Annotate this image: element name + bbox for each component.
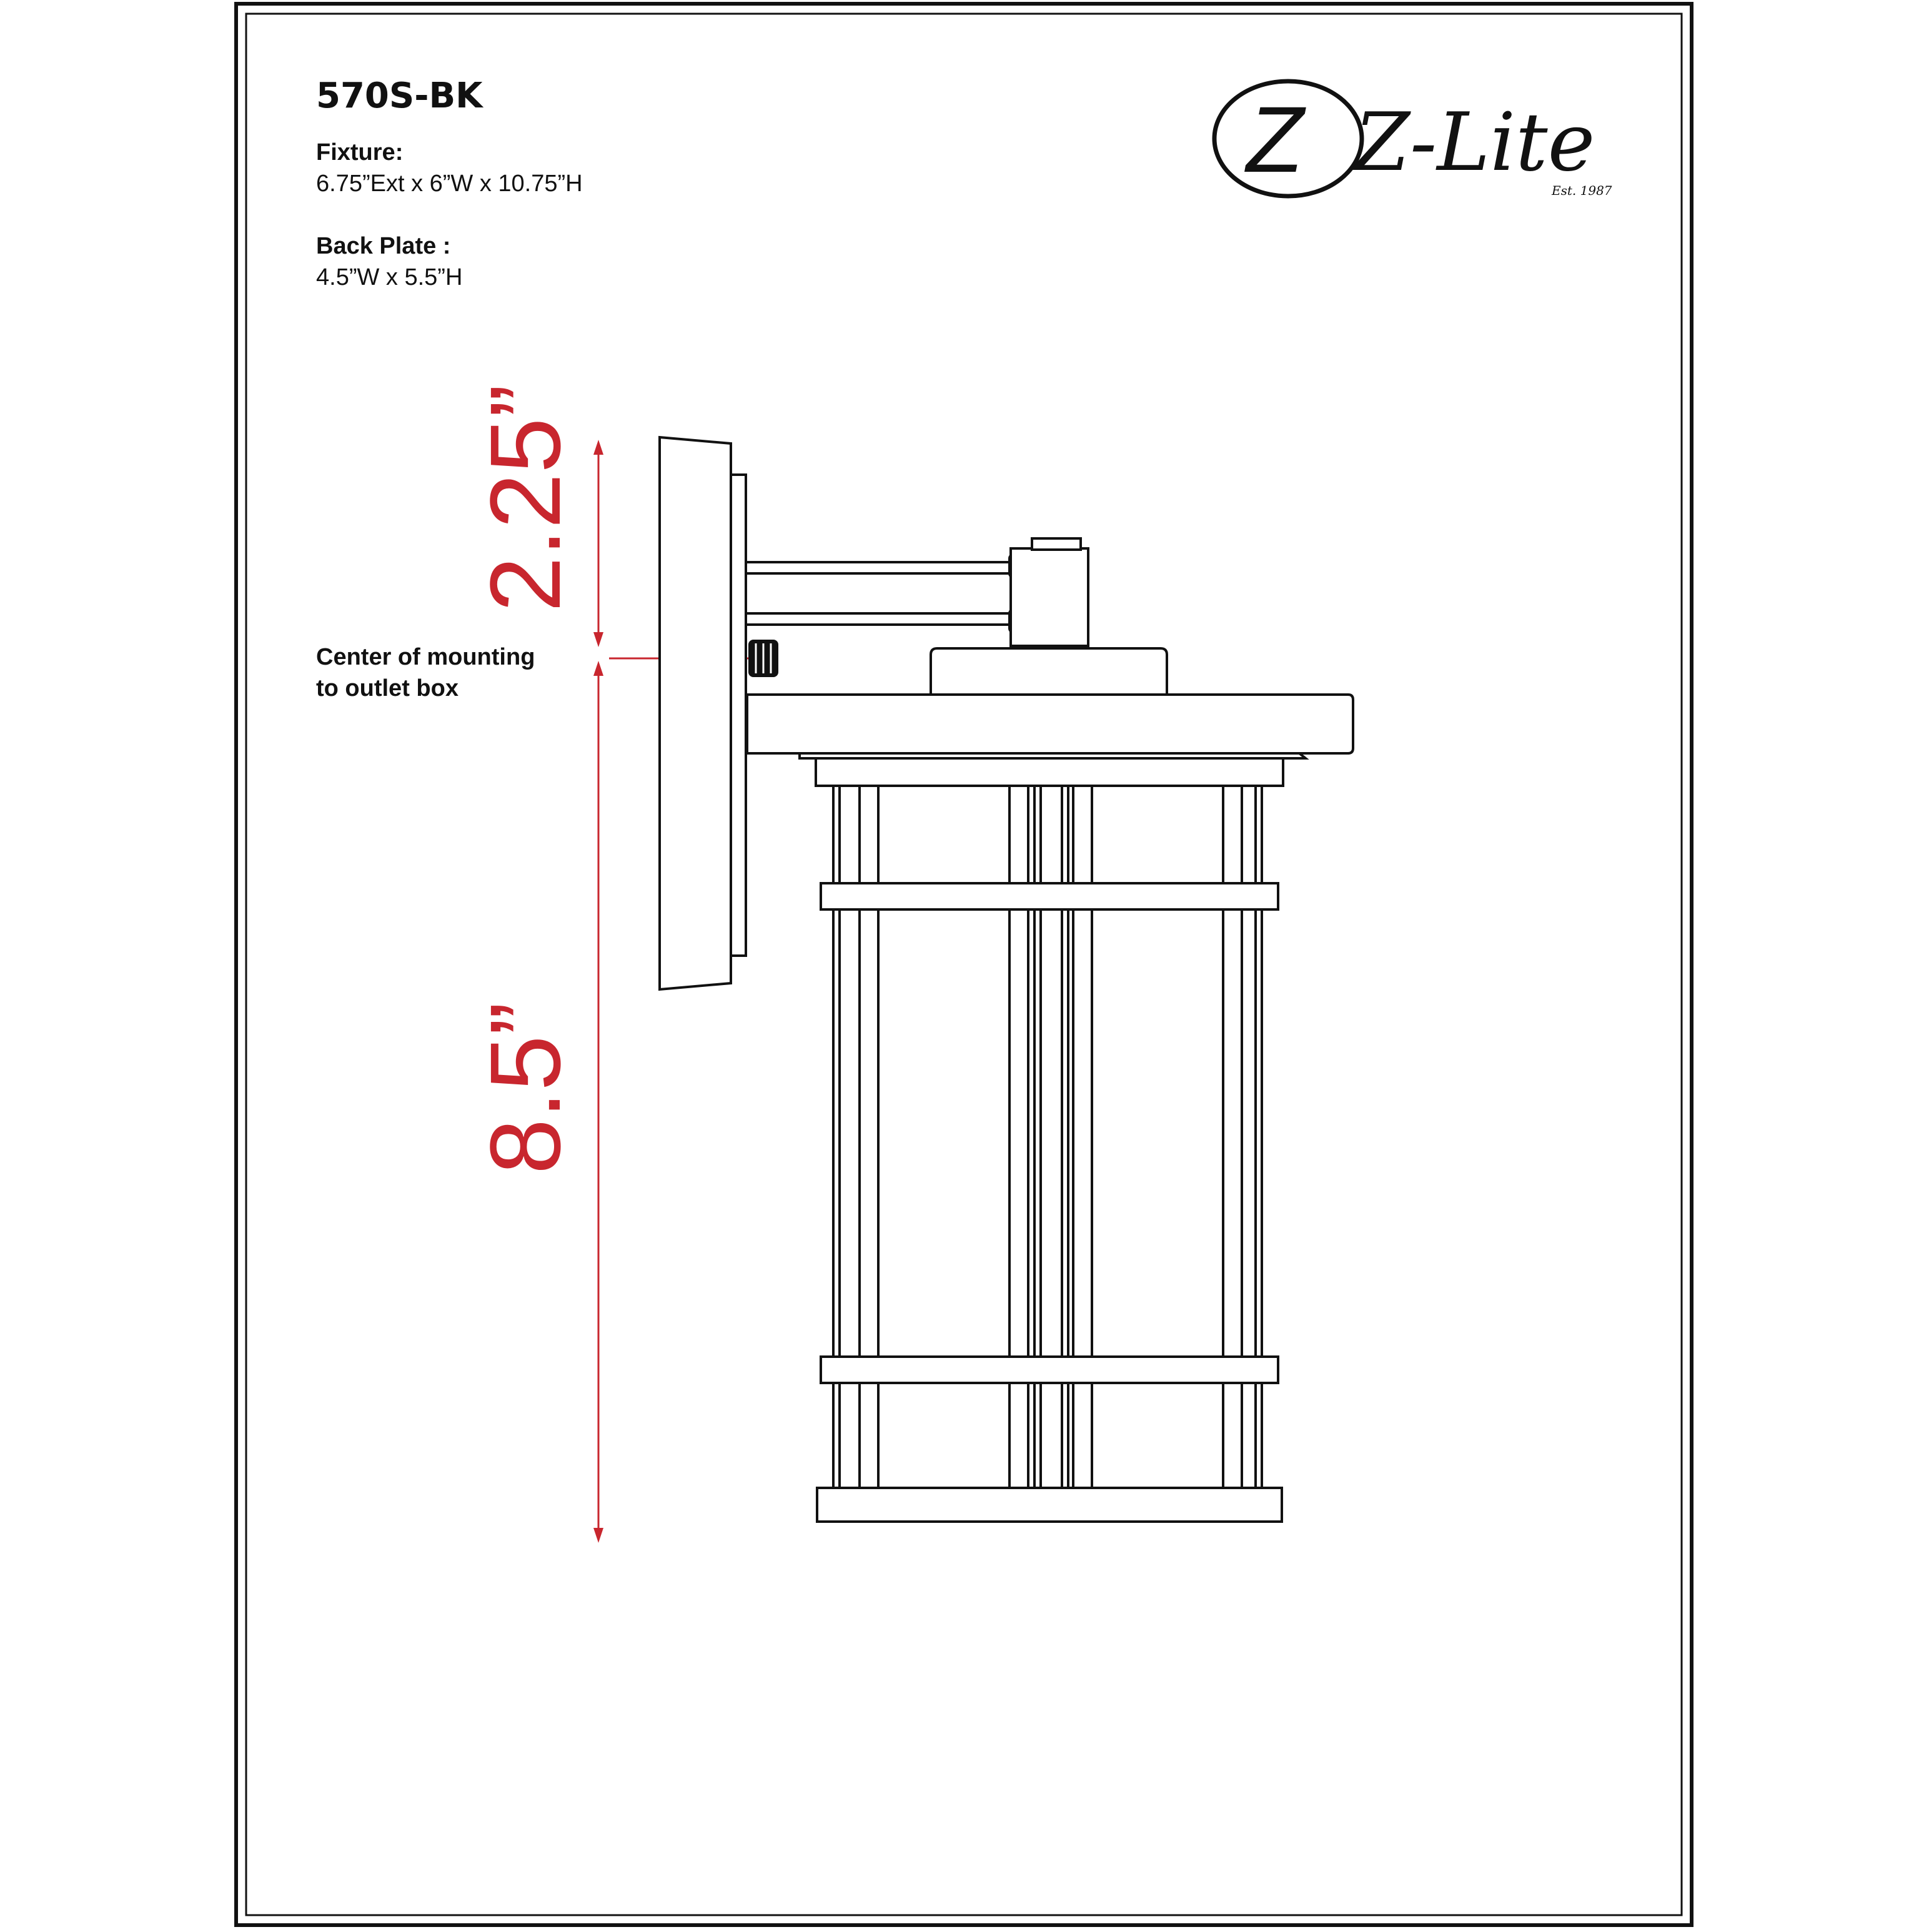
fixture-dimensions: 6.75”Ext x 6”W x 10.75”H [316, 171, 583, 197]
back-plate-rim [731, 475, 746, 956]
roof-canopy [747, 695, 1353, 753]
logo-established: Est. 1987 [1552, 183, 1612, 198]
wall-lantern-drawing [660, 437, 1353, 1522]
page-border [236, 4, 1692, 1925]
back-plate [660, 437, 731, 989]
logo-wordmark: Z-Lite [1354, 96, 1595, 189]
hub-cap [1032, 538, 1081, 550]
arm-bottom-bar [746, 613, 1031, 625]
dimension-lower: 8.5” [469, 1002, 581, 1174]
frame-crossbar-upper [821, 883, 1278, 909]
mounting-note-line2: to outlet box [316, 675, 459, 701]
frame-crossbar-lower [821, 1357, 1278, 1383]
arm-body [746, 573, 1031, 613]
hub-block [1011, 548, 1088, 646]
top-cap [931, 648, 1167, 695]
dimension-upper: 2.25” [469, 384, 581, 612]
frame-bottom-ring [817, 1488, 1282, 1522]
back-plate-label: Back Plate : [316, 233, 451, 259]
mounting-note-line1: Center of mounting [316, 644, 535, 670]
fixture-label: Fixture: [316, 139, 404, 166]
z-lite-logo [1214, 81, 1612, 198]
arm-top-bar [746, 562, 1031, 573]
logo-monogram: Z [1246, 87, 1304, 192]
model-number: 570S-BK [316, 76, 483, 116]
frame-top-ring [816, 758, 1283, 786]
back-plate-dimensions: 4.5”W x 5.5”H [316, 264, 463, 290]
